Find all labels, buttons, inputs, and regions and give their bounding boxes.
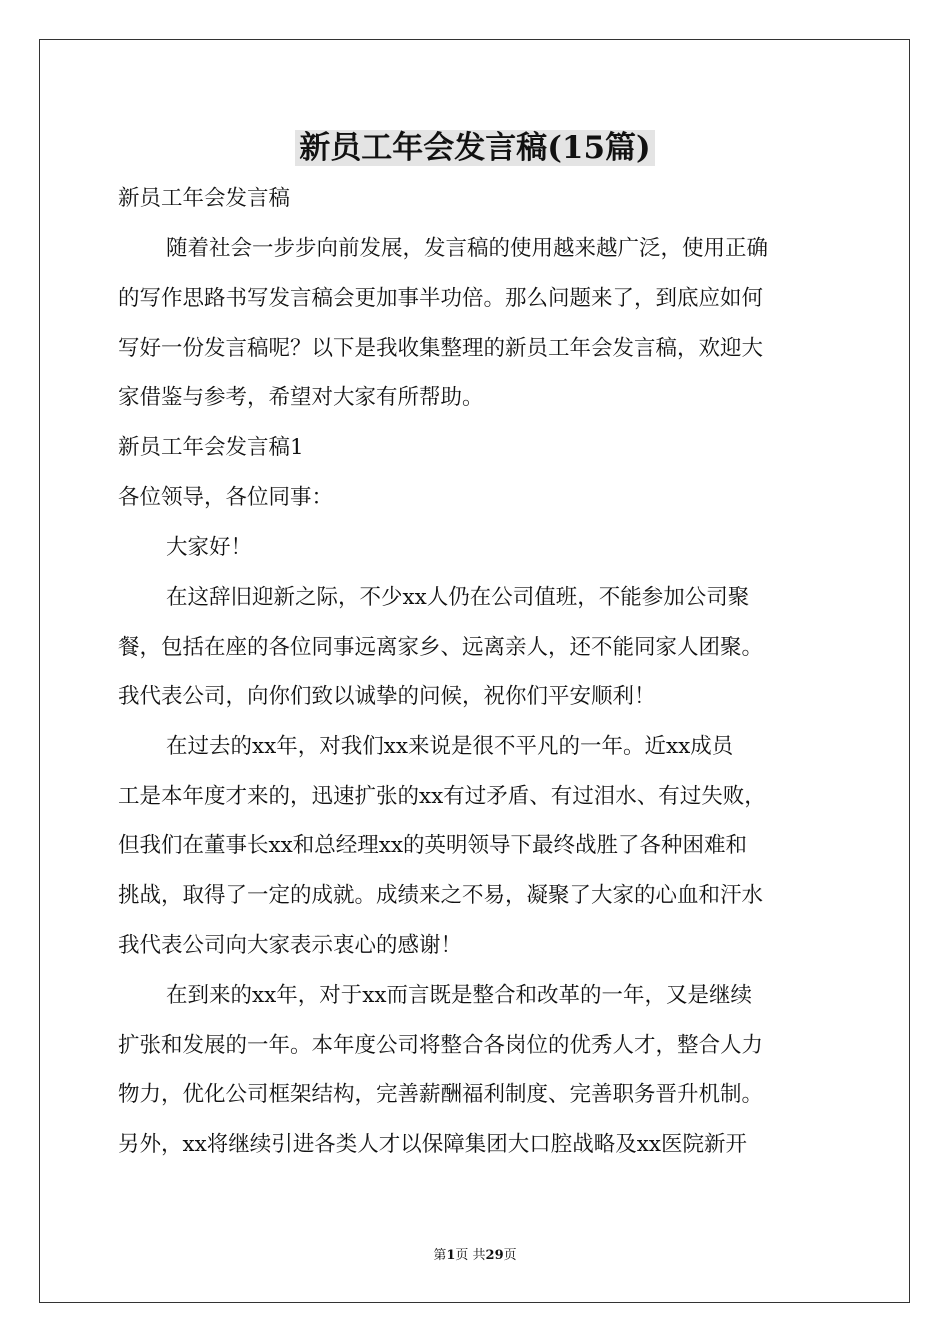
salutation: 各位领导，各位同事： <box>118 485 334 510</box>
paragraph-line: 家借鉴与参考，希望对大家有所帮助。 <box>118 385 484 410</box>
paragraph-line: 挑战，取得了一定的成就。成绩来之不易，凝聚了大家的心血和汗水 <box>118 883 764 908</box>
document-title-text: 新员工年会发言稿(15篇) <box>295 130 654 166</box>
current-page-number: 1 <box>446 1248 456 1263</box>
paragraph-line: 的写作思路书写发言稿会更加事半功倍。那么问题来了，到底应如何 <box>118 286 764 311</box>
paragraph-line: 另外，xx将继续引进各类人才以保障集团大口腔战略及xx医院新开 <box>118 1132 748 1157</box>
paragraph-line: 写好一份发言稿呢？以下是我收集整理的新员工年会发言稿，欢迎大 <box>118 336 764 361</box>
footer-suffix: 页 <box>503 1248 517 1263</box>
paragraph-line: 餐，包括在座的各位同事远离家乡、远离亲人，还不能同家人团聚。 <box>118 635 764 660</box>
paragraph-line: 我代表公司，向你们致以诚挚的问候，祝你们平安顺利！ <box>118 684 656 709</box>
section-heading: 新员工年会发言稿1 <box>118 435 304 460</box>
total-page-count: 29 <box>485 1248 504 1263</box>
page-footer <box>0 1247 950 1265</box>
section-heading: 新员工年会发言稿 <box>118 186 291 211</box>
paragraph-line: 工是本年度才来的，迅速扩张的xx有过矛盾、有过泪水、有过失败， <box>118 784 766 809</box>
paragraph-line: 随着社会一步步向前发展，发言稿的使用越来越广泛，使用正确 <box>166 236 769 261</box>
document-title <box>0 126 950 170</box>
paragraph-line: 扩张和发展的一年。本年度公司将整合各岗位的优秀人才，整合人力 <box>118 1033 764 1058</box>
footer-prefix: 第 <box>433 1248 447 1263</box>
paragraph-line: 在到来的xx年，对于xx而言既是整合和改革的一年，又是继续 <box>166 983 753 1008</box>
page-border <box>39 39 910 1303</box>
paragraph-line: 物力，优化公司框架结构，完善薪酬福利制度、完善职务晋升机制。 <box>118 1082 764 1107</box>
paragraph-line: 但我们在董事长xx和总经理xx的英明领导下最终战胜了各种困难和 <box>118 833 748 858</box>
greeting: 大家好！ <box>166 535 253 560</box>
paragraph-line: 我代表公司向大家表示衷心的感谢！ <box>118 933 463 958</box>
paragraph-line: 在这辞旧迎新之际，不少xx人仍在公司值班，不能参加公司聚 <box>166 585 750 610</box>
footer-middle: 页 共 <box>455 1248 486 1263</box>
paragraph-line: 在过去的xx年，对我们xx来说是很不平凡的一年。近xx成员 <box>166 734 734 759</box>
